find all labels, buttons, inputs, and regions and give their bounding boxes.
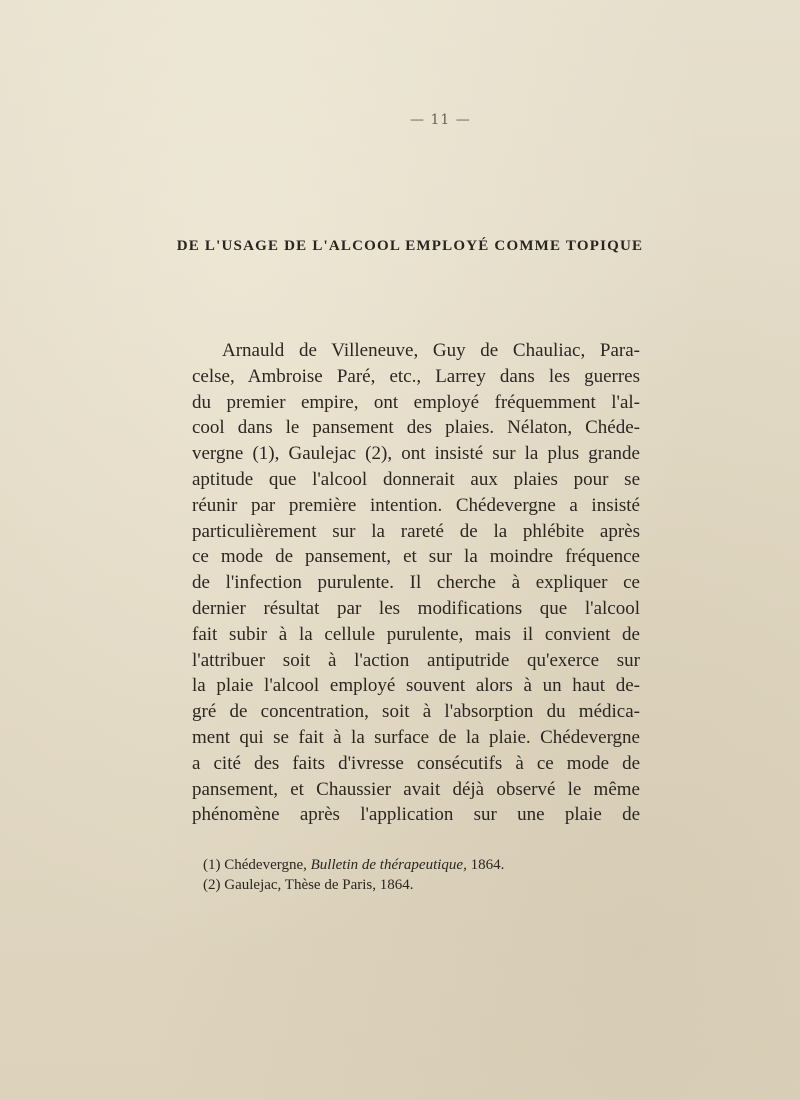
body-line: ment qui se fait à la surface de la plaie. Chédevergne — [192, 726, 640, 748]
footnote-number: (1) — [203, 857, 221, 873]
footnote-number: (2) — [203, 877, 221, 893]
body-line: réunir par première intention. Chédevergne a insisté — [192, 494, 640, 516]
body-line: phénomène après l'application sur une plaie de — [192, 804, 640, 826]
body-line: fait subir à la cellule purulente, mais il convient de — [192, 623, 640, 645]
body-line: celse, Ambroise Paré, etc., Larrey dans les guerres — [192, 365, 640, 387]
body-line: a cité des faits d'ivresse consécutifs à ce mode de — [192, 752, 640, 774]
footnote-work: Bulletin de thérapeutique, — [310, 857, 467, 873]
page-number: — 11 — — [410, 112, 471, 128]
footnotes — [203, 855, 643, 895]
body-line: particulièrement sur la rareté de la phlébite après — [192, 520, 640, 542]
footnote-year: 1864. — [470, 857, 505, 873]
footnote-year: 1864. — [379, 877, 414, 893]
footnote-author: Chédevergne, — [224, 857, 307, 873]
body-line: pansement, et Chaussier avait déjà observé le même — [192, 778, 640, 800]
body-line: du premier empire, ont employé fréquemment l'al- — [192, 391, 640, 413]
body-line: gré de concentration, soit à l'absorption du médica- — [192, 701, 640, 723]
body-line: cool dans le pansement des plaies. Nélaton, Chéde- — [192, 417, 640, 439]
body-line: la plaie l'alcool employé souvent alors à un haut de- — [192, 675, 640, 697]
body-line: l'attribuer soit à l'action antiputride qu'exerce sur — [192, 649, 640, 671]
section-title: DE L'USAGE DE L'ALCOOL EMPLOYÉ COMME TOPIQUE — [176, 238, 644, 254]
body-paragraph — [192, 338, 640, 828]
body-line: ce mode de pansement, et sur la moindre fréquence — [192, 546, 640, 568]
body-line: vergne (1), Gaulejac (2), ont insisté sur la plus grande — [192, 443, 640, 465]
body-line: aptitude que l'alcool donnerait aux plaies pour se — [192, 468, 640, 490]
footnote-author: Gaulejac, Thèse de Paris, — [224, 877, 377, 893]
footnote-1 — [203, 855, 643, 875]
body-line: Arnauld de Villeneuve, Guy de Chauliac, Para- — [222, 340, 640, 361]
footnote-2 — [203, 875, 643, 895]
body-line: dernier résultat par les modifications que l'alcool — [192, 597, 640, 619]
body-line: de l'infection purulente. Il cherche à expliquer ce — [192, 572, 640, 594]
